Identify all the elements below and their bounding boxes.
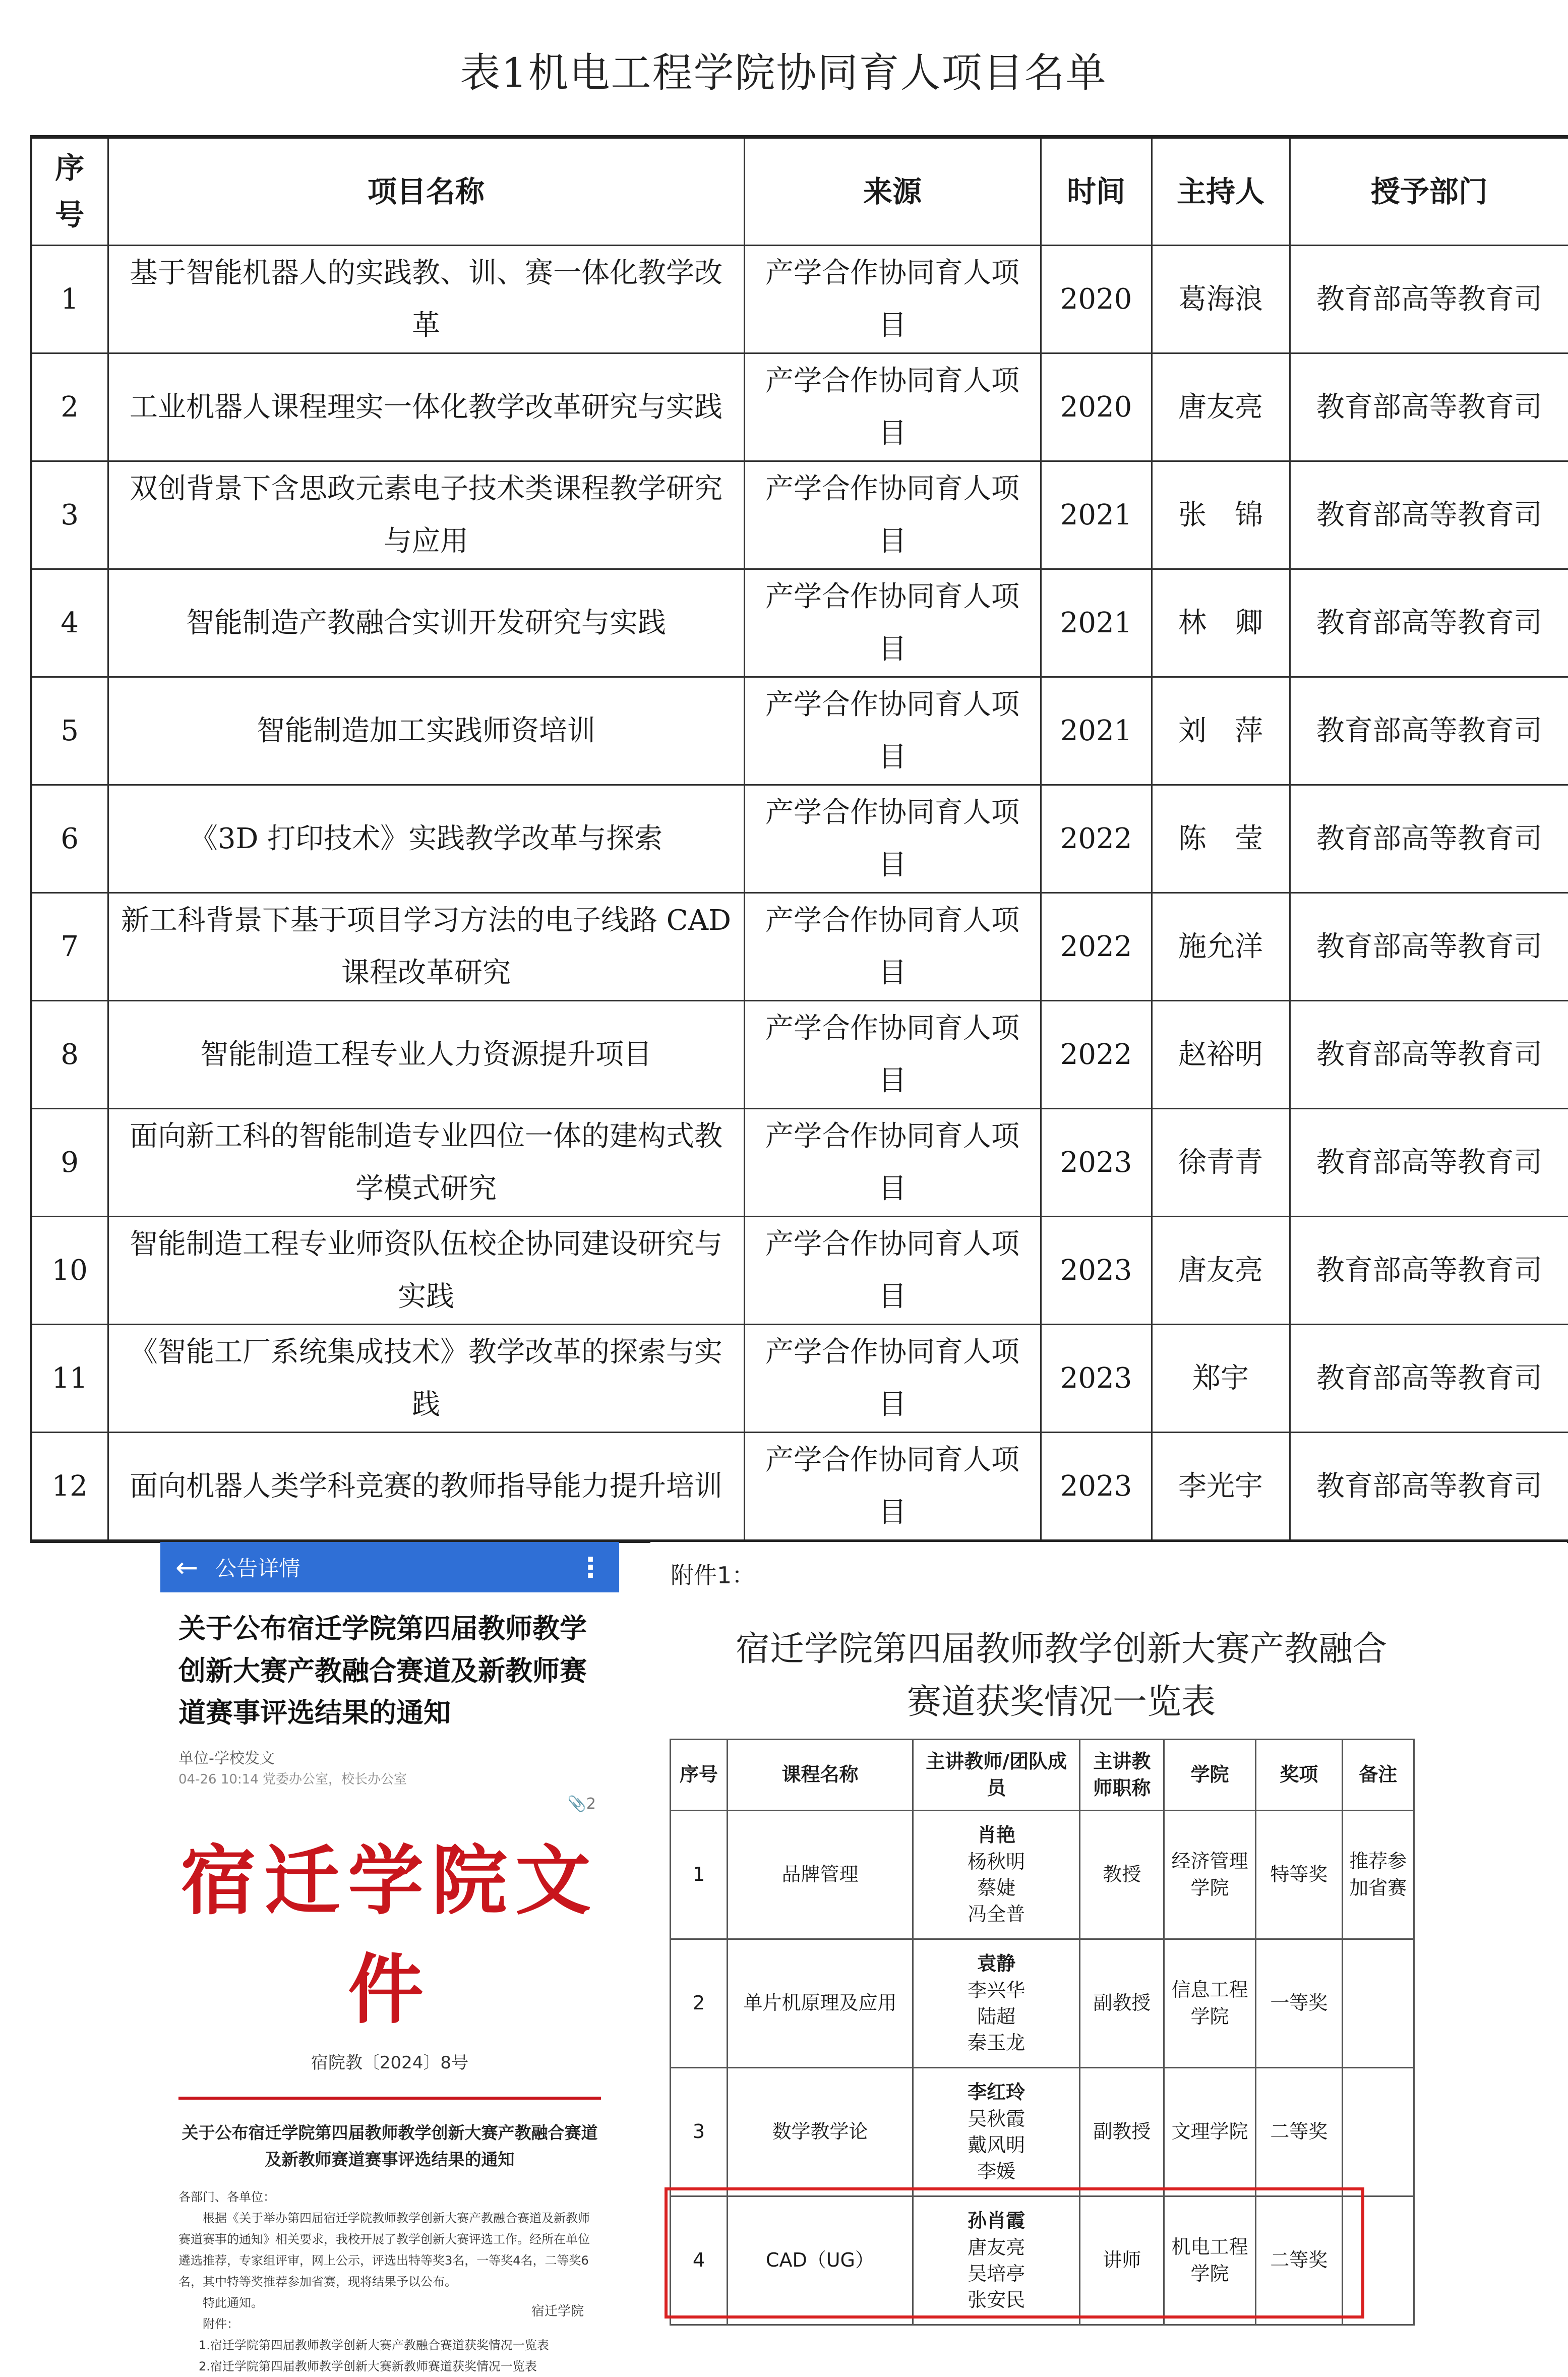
row-number: 12 [31,1433,108,1541]
project-year: 2022 [1041,1001,1152,1109]
project-year: 2020 [1041,353,1152,461]
award: 特等奖 [1255,1811,1342,1939]
header-award: 奖项 [1255,1740,1342,1811]
project-year: 2022 [1041,893,1152,1001]
project-department: 教育部高等教育司 [1290,785,1568,893]
project-host: 施允洋 [1152,893,1290,1001]
project-department: 教育部高等教育司 [1290,893,1568,1001]
notice-meta [178,1747,601,1790]
team-members: 肖艳 杨秋明 蔡婕 冯全普 [913,1811,1080,1939]
project-name: 工业机器人课程理实一体化教学改革研究与实践 [108,353,744,461]
attachment-item[interactable]: 1.宿迁学院第四届教师教学创新大赛产教融合赛道获奖情况一览表 [199,2338,549,2352]
notice-content [160,1592,619,2373]
project-source: 产学合作协同育人项目 [744,1433,1041,1541]
project-year: 2023 [1041,1433,1152,1541]
row-number: 7 [31,893,108,1001]
attachment-item[interactable]: 2.宿迁学院第四届教师教学创新大赛新教师赛道获奖情况一览表 [199,2359,537,2373]
header-college: 学院 [1164,1740,1256,1811]
project-name: 基于智能机器人的实践教、训、赛一体化教学改革 [108,246,744,353]
signature: 宿迁学院 [531,2304,584,2319]
table-row [671,1939,1414,2068]
table-row [671,1811,1414,1939]
project-name: 新工科背景下基于项目学习方法的电子线路 CAD 课程改革研究 [108,893,744,1001]
project-host: 陈 莹 [1152,785,1290,893]
team-members: 袁静 李兴华 陆超 秦玉龙 [913,1939,1080,2068]
project-department: 教育部高等教育司 [1290,1325,1568,1433]
project-department: 教育部高等教育司 [1290,461,1568,569]
project-department: 教育部高等教育司 [1290,1217,1568,1325]
project-host: 唐友亮 [1152,1217,1290,1325]
project-source: 产学合作协同育人项目 [744,353,1041,461]
project-host: 赵裕明 [1152,1001,1290,1109]
project-department: 教育部高等教育司 [1290,353,1568,461]
attachment-heading: 附件： [203,2316,239,2331]
project-host: 刘 萍 [1152,677,1290,785]
team-members: 李红玲 吴秋霞 戴风明 李媛 [913,2068,1080,2196]
table-row [671,2068,1414,2196]
award-no: 2 [671,1939,728,2068]
college: 经济管理学院 [1164,1811,1256,1939]
red-divider [178,2097,601,2100]
notice-app-bar [160,1542,619,1592]
project-year: 2023 [1041,1217,1152,1325]
notice-unit: 单位-学校发文 [178,1750,275,1768]
table-row [31,1109,1568,1217]
project-source: 产学合作协同育人项目 [744,785,1041,893]
project-department: 教育部高等教育司 [1290,1433,1568,1541]
project-year: 2021 [1041,569,1152,677]
table-row [31,1325,1568,1433]
row-number: 11 [31,1325,108,1433]
notice-date: 04-26 10:14 党委办公室，校长办公室 [178,1772,407,1788]
header-members: 主讲教师/团队成员 [913,1740,1080,1811]
table-row [31,461,1568,569]
course-name: 数学教学论 [727,2068,913,2196]
project-department: 教育部高等教育司 [1290,677,1568,785]
row-number: 8 [31,1001,108,1109]
award-title-line: 宿迁学院第四届教师教学创新大赛产教融合 [735,1629,1387,1669]
project-host: 徐青青 [1152,1109,1290,1217]
team-members: 孙肖霞 唐友亮 吴培亭 张安民 [913,2196,1080,2325]
note: 推荐参加省赛 [1342,1811,1414,1939]
app-bar-title: 公告详情 [215,1556,300,1581]
note [1342,2068,1414,2196]
project-host: 葛海浪 [1152,246,1290,353]
project-source: 产学合作协同育人项目 [744,1109,1041,1217]
project-host: 张 锦 [1152,461,1290,569]
project-name: 智能制造加工实践师资培训 [108,677,744,785]
table-row [31,569,1568,677]
project-source: 产学合作协同育人项目 [744,461,1041,569]
teacher-rank: 教授 [1080,1811,1164,1939]
award-title-line: 赛道获奖情况一览表 [907,1682,1216,1722]
project-source: 产学合作协同育人项目 [744,569,1041,677]
project-source: 产学合作协同育人项目 [744,677,1041,785]
row-number: 10 [31,1217,108,1325]
header-index: 序 号 [31,137,108,246]
college: 文理学院 [1164,2068,1256,2196]
college: 信息工程学院 [1164,1939,1256,2068]
header-host: 主持人 [1152,137,1290,246]
project-host: 李光宇 [1152,1433,1290,1541]
body-paragraph: 根据《关于举办第四届宿迁学院教师教学创新大赛产教融合赛道及新教师赛道赛事的通知》相关要求，我校开展了教学创新大赛评选工作。经所在单位遴选推荐，专家组评审，网上公示，评选出特等奖3名，一等奖4名，二等奖6名，其中特等奖推荐参加省赛，现将结果予以公布。 [178,2211,590,2289]
project-source: 产学合作协同育人项目 [744,1001,1041,1109]
red-letterhead: 宿迁学院文件 [180,1836,599,2035]
award-no: 3 [671,2068,728,2196]
award: 二等奖 [1255,2068,1342,2196]
award-attachment [650,1542,1567,2311]
table-row [31,1217,1568,1325]
project-year: 2022 [1041,785,1152,893]
course-name: 单片机原理及应用 [727,1939,913,2068]
note [1342,1939,1414,2068]
project-year: 2023 [1041,1109,1152,1217]
table-row [31,677,1568,785]
attachment-count-value: 2 [586,1795,596,1813]
header-course: 课程名称 [727,1740,913,1811]
course-name: 品牌管理 [727,1811,913,1939]
row-number: 6 [31,785,108,893]
table-row [31,893,1568,1001]
row-number: 1 [31,246,108,353]
table-header-row [31,137,1568,246]
project-department: 教育部高等教育司 [1290,1109,1568,1217]
course-name: CAD（UG） [727,2196,913,2325]
project-list-table [30,135,1568,1543]
table-row [31,1433,1568,1541]
award-no: 1 [671,1811,728,1939]
row-number: 3 [31,461,108,569]
project-host: 郑宇 [1152,1325,1290,1433]
document-number: 宿院教〔2024〕8号 [311,2053,469,2073]
document-title: 表1机电工程学院协同育人项目名单 [460,49,1107,96]
project-name: 智能制造工程专业师资队伍校企协同建设研究与实践 [108,1217,744,1325]
notice-title: 关于公布宿迁学院第四届教师教学创新大赛产教融合赛道及新教师赛道赛事评选结果的通知 [178,1613,587,1729]
body-title: 关于公布宿迁学院第四届教师教学创新大赛产教融合赛道及新教师赛道赛事评选结果的通知 [182,2123,598,2169]
more-options-icon[interactable]: ⋮ [577,1551,604,1583]
row-number: 5 [31,677,108,785]
project-host: 唐友亮 [1152,353,1290,461]
table-row [31,353,1568,461]
award-no: 4 [671,2196,728,2325]
header-no: 序号 [671,1740,728,1811]
paperclip-icon: 📎 [567,1795,586,1813]
attachment-count[interactable] [568,1795,596,1813]
greeting: 各部门、各单位： [178,2189,275,2204]
header-note: 备注 [1342,1740,1414,1811]
table-row [31,1001,1568,1109]
row-number: 9 [31,1109,108,1217]
header-project-name: 项目名称 [108,137,744,246]
project-name: 面向机器人类学科竞赛的教师指导能力提升培训 [108,1433,744,1541]
project-host: 林 卿 [1152,569,1290,677]
attachment-label: 附件1： [671,1562,755,1589]
row-number: 4 [31,569,108,677]
project-source: 产学合作协同育人项目 [744,1325,1041,1433]
notice-phone-screenshot [160,1542,619,2373]
project-name: 双创背景下含思政元素电子技术类课程教学研究与应用 [108,461,744,569]
project-department: 教育部高等教育司 [1290,246,1568,353]
project-name: 智能制造工程专业人力资源提升项目 [108,1001,744,1109]
back-arrow-icon[interactable]: ← [175,1551,199,1583]
table-row [31,785,1568,893]
project-source: 产学合作协同育人项目 [744,246,1041,353]
award: 二等奖 [1255,2196,1342,2325]
award-header-row [671,1740,1414,1811]
project-name: 《智能工厂系统集成技术》教学改革的探索与实践 [108,1325,744,1433]
header-source: 来源 [744,137,1041,246]
project-year: 2021 [1041,677,1152,785]
project-department: 教育部高等教育司 [1290,569,1568,677]
project-source: 产学合作协同育人项目 [744,1217,1041,1325]
project-name: 面向新工科的智能制造专业四位一体的建构式教学模式研究 [108,1109,744,1217]
college: 机电工程学院 [1164,2196,1256,2325]
teacher-rank: 副教授 [1080,2068,1164,2196]
project-department: 教育部高等教育司 [1290,1001,1568,1109]
project-year: 2020 [1041,246,1152,353]
row-number: 2 [31,353,108,461]
teacher-rank: 讲师 [1080,2196,1164,2325]
project-name: 智能制造产教融合实训开发研究与实践 [108,569,744,677]
body-text [178,2186,601,2377]
project-source: 产学合作协同育人项目 [744,893,1041,1001]
header-year: 时间 [1041,137,1152,246]
header-department: 授予部门 [1290,137,1568,246]
award: 一等奖 [1255,1939,1342,2068]
teacher-rank: 副教授 [1080,1939,1164,2068]
award-title [650,1623,1472,1729]
closing-line: 特此通知。 [203,2295,263,2310]
project-year: 2023 [1041,1325,1152,1433]
highlight-box [665,2187,1364,2319]
project-year: 2021 [1041,461,1152,569]
project-name: 《3D 打印技术》实践教学改革与探索 [108,785,744,893]
table-row [31,246,1568,353]
header-rank: 主讲教师职称 [1080,1740,1164,1811]
